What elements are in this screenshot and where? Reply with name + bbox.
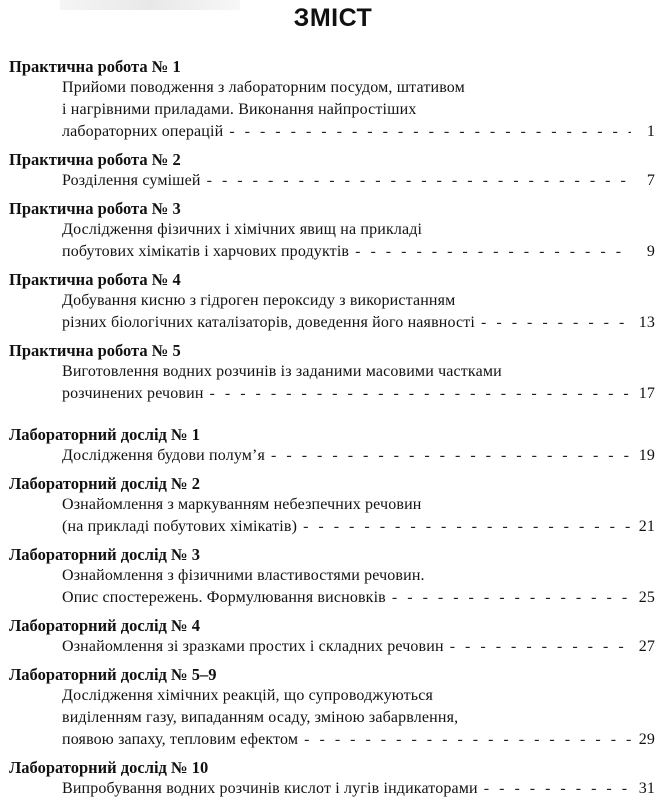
page-number: 25: [638, 589, 655, 606]
entry-description: [9, 445, 655, 467]
entry-description: [9, 565, 655, 609]
entry-heading: Практична робота № 1: [9, 57, 181, 76]
entry-line: Добування кисню з гідроген пероксиду з використанням: [62, 292, 456, 309]
dot-leader: [271, 445, 631, 467]
page-number: 27: [638, 638, 655, 655]
entry-heading: Практична робота № 5: [9, 341, 181, 360]
entry-description: [9, 361, 655, 405]
entry-line: Дослідження хімічних реакцій, що супроводжуються: [62, 687, 433, 704]
entry-line: різних біологічних каталізаторів, доведення його наявності: [62, 314, 476, 331]
entry-line: Ознайомлення зі зразками простих і складних речовин: [62, 638, 444, 655]
entry-last-line: [62, 383, 655, 405]
entry-heading: Лабораторний дослід № 3: [9, 545, 200, 564]
dot-leader: [450, 636, 631, 658]
entry-line: Прийоми поводження з лабораторним посудом, штативом: [62, 79, 465, 96]
toc-entry[interactable]: [9, 545, 655, 609]
toc-entry[interactable]: [9, 616, 655, 658]
entry-last-line: [62, 729, 655, 751]
entry-heading: Практична робота № 2: [9, 150, 181, 169]
entry-line: і нагрівними приладами. Виконання найпростіших: [62, 101, 417, 118]
entry-line: Розділення сумішей: [62, 172, 201, 189]
page-number: 9: [646, 243, 655, 260]
entry-heading: Лабораторний дослід № 4: [9, 616, 200, 635]
dot-leader: [210, 383, 631, 405]
toc-entry[interactable]: [9, 150, 655, 192]
entry-heading: Практична робота № 3: [9, 199, 181, 218]
entry-last-line: [62, 636, 655, 658]
toc-entry[interactable]: [9, 57, 655, 143]
toc-entry[interactable]: [9, 665, 655, 751]
dot-leader: [484, 778, 631, 800]
entry-line: Опис спостережень. Формулювання висновків: [62, 589, 386, 606]
entry-last-line: [62, 445, 655, 467]
toc-entry[interactable]: [9, 341, 655, 405]
entry-heading: Лабораторний дослід № 10: [9, 758, 209, 777]
entry-line: Виготовлення водних розчинів із заданими масовими частками: [62, 363, 502, 380]
entry-description: [9, 494, 655, 538]
entry-description: [9, 77, 655, 143]
toc-entry[interactable]: [9, 758, 655, 800]
page-number: 21: [638, 518, 655, 535]
dot-leader: [481, 312, 631, 334]
page-number: 29: [638, 731, 655, 748]
entry-last-line: [62, 516, 655, 538]
entry-description: [9, 219, 655, 263]
entry-line: Ознайомлення з маркуванням небезпечних речовин: [62, 496, 422, 513]
entry-line: Дослідження фізичних і хімічних явищ на прикладі: [62, 221, 423, 238]
entry-line: побутових хімікатів і харчових продуктів: [62, 243, 350, 260]
toc-entry[interactable]: [9, 199, 655, 263]
page-number: 1: [646, 123, 655, 140]
dot-leader: [229, 121, 631, 143]
dot-leader: [355, 241, 631, 263]
entry-last-line: [62, 241, 655, 263]
entry-line: (на прикладі побутових хімікатів): [62, 518, 298, 535]
entry-last-line: [62, 587, 655, 609]
entry-line: Випробування водних розчинів кислот і лугів індикаторами: [62, 780, 478, 797]
dot-leader: [304, 729, 631, 751]
dot-leader: [392, 587, 631, 609]
entry-description: [9, 778, 655, 800]
entry-heading: Лабораторний дослід № 5–9: [9, 665, 217, 684]
entry-last-line: [62, 170, 655, 192]
toc-entry[interactable]: [9, 425, 655, 467]
table-of-contents: [9, 57, 655, 800]
entry-description: [9, 290, 655, 334]
entry-line: Ознайомлення з фізичними властивостями речовин.: [62, 567, 425, 584]
toc-entry[interactable]: [9, 270, 655, 334]
entry-heading: Лабораторний дослід № 1: [9, 425, 200, 444]
entry-description: [9, 685, 655, 751]
page-number: 17: [638, 385, 655, 402]
entry-last-line: [62, 778, 655, 800]
toc-entry[interactable]: [9, 474, 655, 538]
page-number: 31: [638, 780, 655, 797]
entry-line: розчинених речовин: [62, 385, 204, 402]
entry-description: [9, 170, 655, 192]
entry-heading: Лабораторний дослід № 2: [9, 474, 200, 493]
dot-leader: [303, 516, 631, 538]
entry-last-line: [62, 312, 655, 334]
entry-last-line: [62, 121, 655, 143]
dot-leader: [207, 170, 631, 192]
entry-line: появою запаху, тепловим ефектом: [62, 731, 299, 748]
entry-line: лабораторних операцій: [62, 123, 224, 140]
page-title: ЗМІСТ: [293, 4, 373, 32]
page-number: 19: [638, 447, 655, 464]
entry-description: [9, 636, 655, 658]
page-number: 13: [638, 314, 655, 331]
entry-heading: Практична робота № 4: [9, 270, 181, 289]
entry-line: виділенням газу, випаданням осаду, зміною забарвлення,: [62, 709, 459, 726]
page-number: 7: [646, 172, 655, 189]
entry-line: Дослідження будови полум’я: [62, 447, 266, 464]
